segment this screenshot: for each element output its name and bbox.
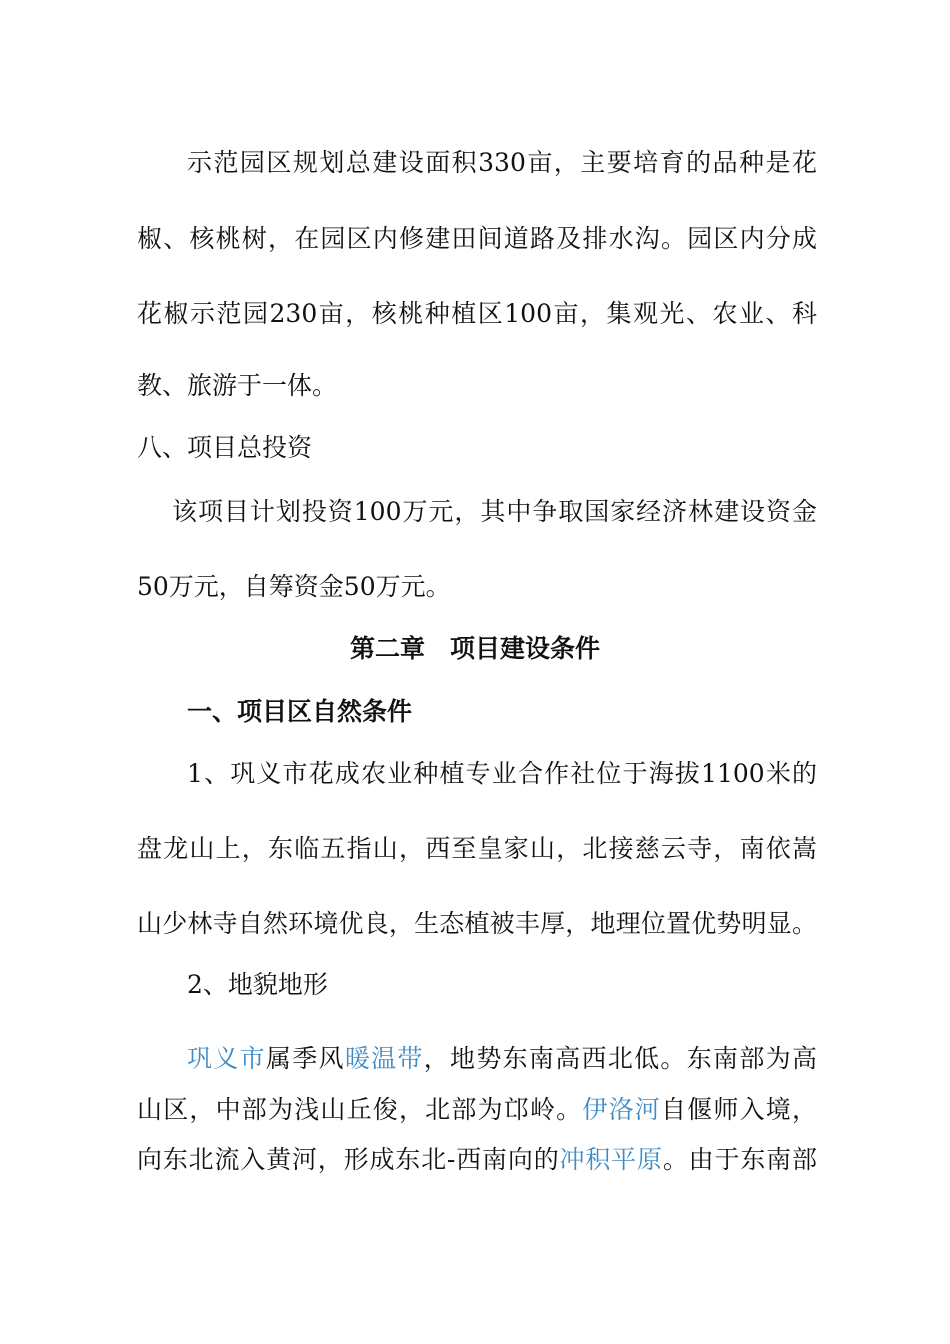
paragraph-line: 山少林寺自然环境优良，生态植被丰厚，地理位置优势明显。 <box>137 909 817 938</box>
text-run: 向东北流入黄河，形成东北-西南向的 <box>137 1145 560 1174</box>
text-run: 自偃师入境， <box>660 1095 817 1124</box>
subsection-heading: 2、地貌地形 <box>187 970 328 999</box>
paragraph-line <box>187 1042 817 1076</box>
paragraph-line: 花椒示范园230亩，核桃种植区100亩，集观光、农业、科 <box>137 299 817 328</box>
paragraph-line <box>137 1093 817 1127</box>
paragraph-line: 1、巩义市花成农业种植专业合作社位于海拔1100米的 <box>187 759 817 788</box>
link-gongyi-city[interactable]: 巩义市 <box>187 1044 266 1073</box>
text-run: 属季风 <box>265 1044 345 1073</box>
subsection-heading: 一、项目区自然条件 <box>187 697 413 726</box>
link-warm-temperate-zone[interactable]: 暖温带 <box>344 1044 424 1073</box>
link-alluvial-plain[interactable]: 冲积平原 <box>559 1145 663 1174</box>
chapter-title: 第二章 项目建设条件 <box>349 634 600 663</box>
paragraph-line: 盘龙山上，东临五指山，西至皇家山，北接慈云寺，南依嵩 <box>137 834 817 863</box>
paragraph-line: 椒、核桃树，在园区内修建田间道路及排水沟。园区内分成 <box>137 224 817 253</box>
paragraph-line: 教、旅游于一体。 <box>137 371 338 400</box>
text-run: 。由于东南部 <box>662 1145 817 1174</box>
paragraph-line: 示范园区规划总建设面积330亩，主要培育的品种是花 <box>187 148 817 177</box>
text-run: ，地势东南高西北低。东南部为高 <box>423 1044 817 1073</box>
text-run: 山区，中部为浅山丘俊，北部为邙岭。 <box>137 1095 583 1124</box>
link-yiluo-river[interactable]: 伊洛河 <box>582 1095 661 1124</box>
paragraph-line <box>137 1143 817 1177</box>
paragraph-line: 该项目计划投资100万元，其中争取国家经济林建设资金 <box>172 497 817 526</box>
paragraph-line: 50万元，自筹资金50万元。 <box>137 572 451 601</box>
section-heading: 八、项目总投资 <box>137 433 313 462</box>
